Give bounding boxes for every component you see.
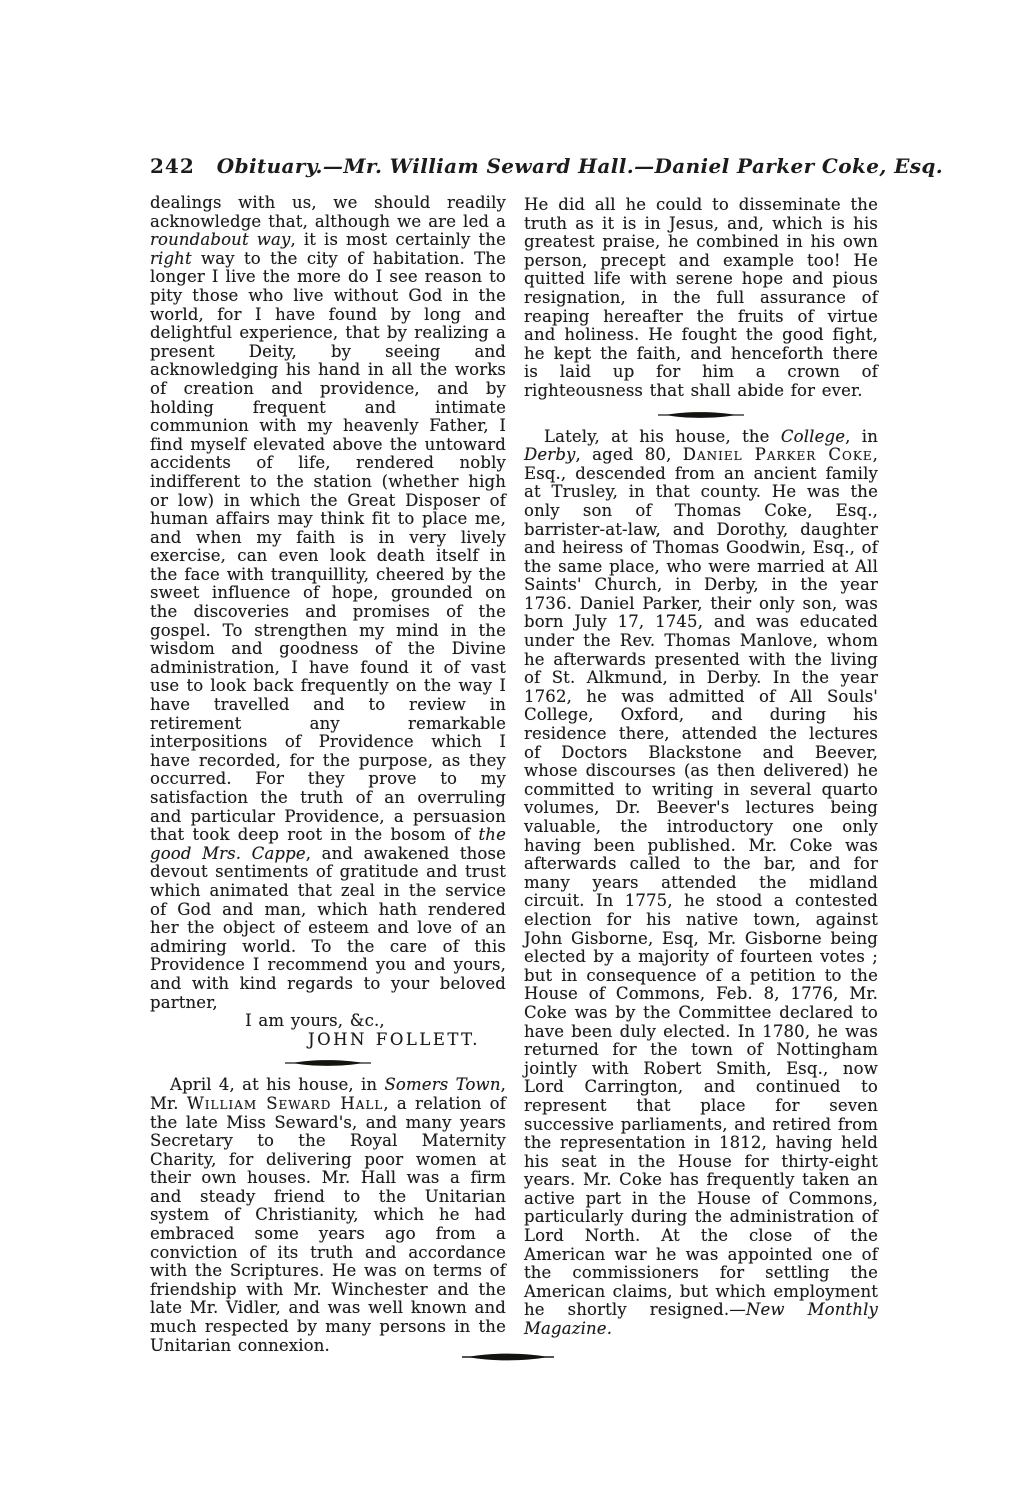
page-header bbox=[150, 154, 944, 178]
left-column bbox=[150, 194, 506, 1355]
swelled-rule-icon bbox=[658, 410, 744, 420]
coke-intro-text: He did all he could to disseminate the truth as it is in Jesus, and, which is his greatest praise, he combined in his own person, precept and example too! He quitted life with serene hope and pious resignation, in the full assurance of reaping hereafter the fruits of virtue and holiness. He fought the good fight, he kept the faith, and henceforth there is laid up for him a crown of righteousness that shall abide for ever. bbox=[524, 195, 878, 400]
letter-signature: JOHN FOLLETT. bbox=[308, 1029, 480, 1049]
page-number: 242 bbox=[150, 154, 195, 178]
coke-obituary-text: Lately, at his house, the College, in Derby, aged 80, Daniel Parker Coke, Esq., descended from an ancient family at Trusley, in that county. He was the only son of Thomas Coke, Esq., barrister-at-law, and Dorothy, daughter and heiress of Thomas Goodwin, Esq., of the same place, who were married at All Saints' Church, in Derby, in the year 1736. Daniel Parker, their only son, was born July 17, 1745, and was educated under the Rev. Thomas Manlove, whom he afterwards presented with the living of St. Alkmund, in Derby. In the year 1762, he was admitted of All Souls' College, Oxford, and during his residence there, attended the lectures of Doctors Blackstone and Beever, whose discourses (as then delivered) he committed to writing in several quarto volumes, Dr. Beever's lectures being valuable, the introductory one only having been published. Mr. Coke was afterwards called to the bar, and for many years attended the midland circuit. In 1775, he stood a contested election for his native town, against John Gisborne, Esq, Mr. Gisborne being elected by a majority of fourteen votes ; but in consequence of a petition to the House of Commons, Feb. 8, 1776, Mr. Coke was by the Committee declared to have been duly elected. In 1780, he was returned for the town of Nottingham jointly with Robert Smith, Esq., now Lord Carrington, and continued to represent that place for seven successive parliaments, and retired from the representation in 1812, having held his seat in the House for thirty-eight years. Mr. Coke has frequently taken an active part in the House of Commons, particularly during the administration of Lord North. At the close of the American war he was appointed one of the commissioners for settling the American claims, but which employment he shortly resigned.—New Monthly Magazine. bbox=[524, 426, 878, 1339]
follett-letter-text: dealings with us, we should readily acknowledge that, although we are led a roundabout way, it is most certainly the right way to the city of habitation. The longer I live the more do I see reason to pity those who live without God in the world, for I have found by long and delightful experience, that by realizing a present Deity, by seeing and acknowledging his hand in all the works of creation and providence, and by holding frequent and intimate communion with my heavenly Father, I find myself elevated above the untoward accidents of life, rendered nobly indifferent to the station (whether high or low) in which the Great Disposer of human affairs may think fit to place me, and when my faith is in very lively exercise, can even look death itself in the face with tranquillity, cheered by the sweet influence of hope, grounded on the discoveries and promises of the gospel. To strengthen my mind in the wisdom and goodness of the Divine administration, I have found it of vast use to look back frequently on the way I have travelled and to review in retirement any remarkable interpositions of Providence which I have recorded, for the purpose, as they occurred. For they prove to my satisfaction the truth of an overruling and particular Providence, a persuasion that took deep root in the bosom of the good Mrs. Cappe, and awakened those devout sentiments of gratitude and trust which animated that zeal in the service of God and man, which hath rendered her the object of esteem and love of an admiring world. To the care of this Providence I recommend you and yours, and with kind regards to your beloved partner, bbox=[150, 193, 506, 1012]
swelled-rule-icon bbox=[285, 1058, 371, 1068]
page-end-rule-icon bbox=[462, 1351, 554, 1363]
right-column bbox=[524, 196, 878, 1339]
running-title: Obituary.—Mr. William Seward Hall.—Daniel Parker Coke, Esq. bbox=[216, 154, 944, 178]
hall-obituary-text: April 4, at his house, in Somers Town, Mr. William Seward Hall, a relation of the late Miss Seward's, and many years Secretary to the Royal Maternity Charity, for delivering poor women at their own houses. Mr. Hall was a firm and steady friend to the Unitarian system of Christianity, which he had embraced some years ago from a conviction of its truth and accordance with the Scriptures. He was on terms of friendship with Mr. Winchester and the late Mr. Vidler, and was well known and much respected by many persons in the Unitarian connexion. bbox=[150, 1075, 506, 1355]
letter-closing: I am yours, &c., bbox=[245, 1011, 385, 1031]
